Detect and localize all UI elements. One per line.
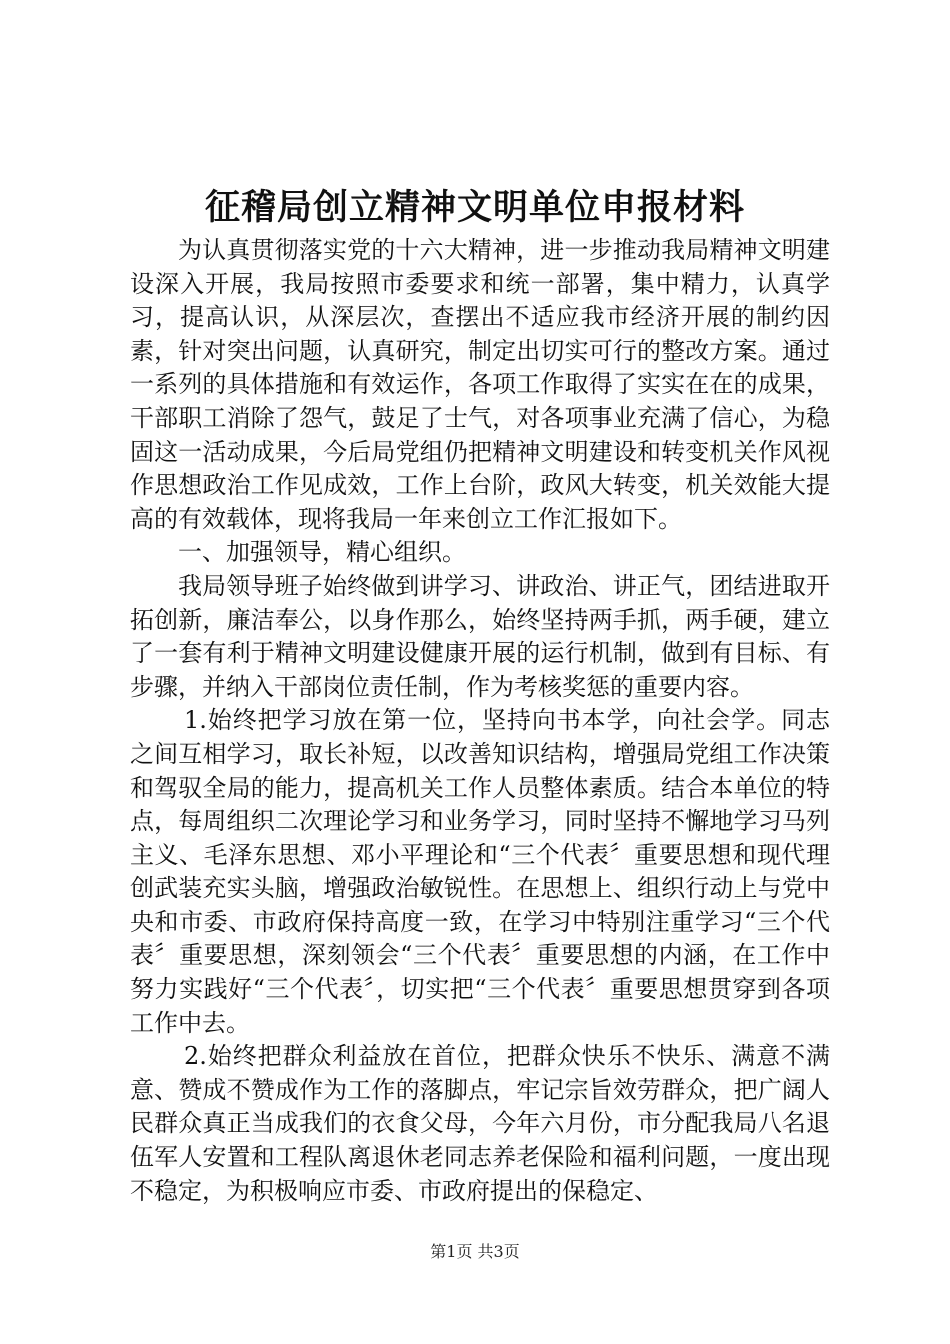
- page-number: 第1页 共3页: [430, 1242, 520, 1261]
- document-title: 征稽局创立精神文明单位申报材料: [204, 187, 745, 228]
- paragraph-item-2: 2.始终把群众利益放在首位，把群众快乐不快乐、满意不满意、赞成不赞成作为工作的落脚点，牢记宗旨效劳群众，把广阔人民群众真正当成我们的衣食父母，今年六月份，市分配我局八名退伍军人安置和工程队离退休老同志养老保险和福利问题，一度出现不稳定，为积极响应市委、市政府提出的保稳定、: [130, 1042, 830, 1205]
- paragraph-intro: 为认真贯彻落实党的十六大精神，进一步推动我局精神文明建设深入开展，我局按照市委要求和统一部署，集中精力，认真学习，提高认识，从深层次，查摆出不适应我市经济开展的制约因素，针对突出问题，认真研究，制定出切实可行的整改方案。通过一系列的具体措施和有效运作，各项工作取得了实实在在的成果，干部职工消除了怨气，鼓足了士气，对各项事业充满了信心，为稳固这一活动成果，今后局党组仍把精神文明建设和转变机关作风视作思想政治工作见成效，工作上台阶，政风大转变，机关效能大提高的有效载体，现将我局一年来创立工作汇报如下。: [130, 236, 830, 533]
- document-body: [130, 234, 830, 1208]
- paragraph-leadership: 我局领导班子始终做到讲学习、讲政治、讲正气，团结进取开拓创新，廉洁奉公，以身作那么，始终坚持两手抓，两手硬，建立了一套有利于精神文明建设健康开展的运行机制，做到有目标、有步骤，并纳入干部岗位责任制，作为考核奖惩的重要内容。: [130, 571, 830, 701]
- section-heading: 一、加强领导，精心组织。: [178, 538, 466, 567]
- paragraph-item-1: 1.始终把学习放在第一位，坚持向书本学，向社会学。同志之间互相学习，取长补短，以改善知识结构，增强局党组工作决策和驾驭全局的能力，提高机关工作人员整体素质。结合本单位的特点，每周组织二次理论学习和业务学习，同时坚持不懈地学习马列主义、毛泽东思想、邓小平理论和“三个代表〞重要思想和现代理创武装充实头脑，增强政治敏锐性。在思想上、组织行动上与党中央和市委、市政府保持高度一致，在学习中特别注重学习“三个代表〞重要思想，深刻领会“三个代表〞重要思想的内涵，在工作中努力实践好“三个代表〞，切实把“三个代表〞重要思想贯穿到各项工作中去。: [130, 706, 830, 1037]
